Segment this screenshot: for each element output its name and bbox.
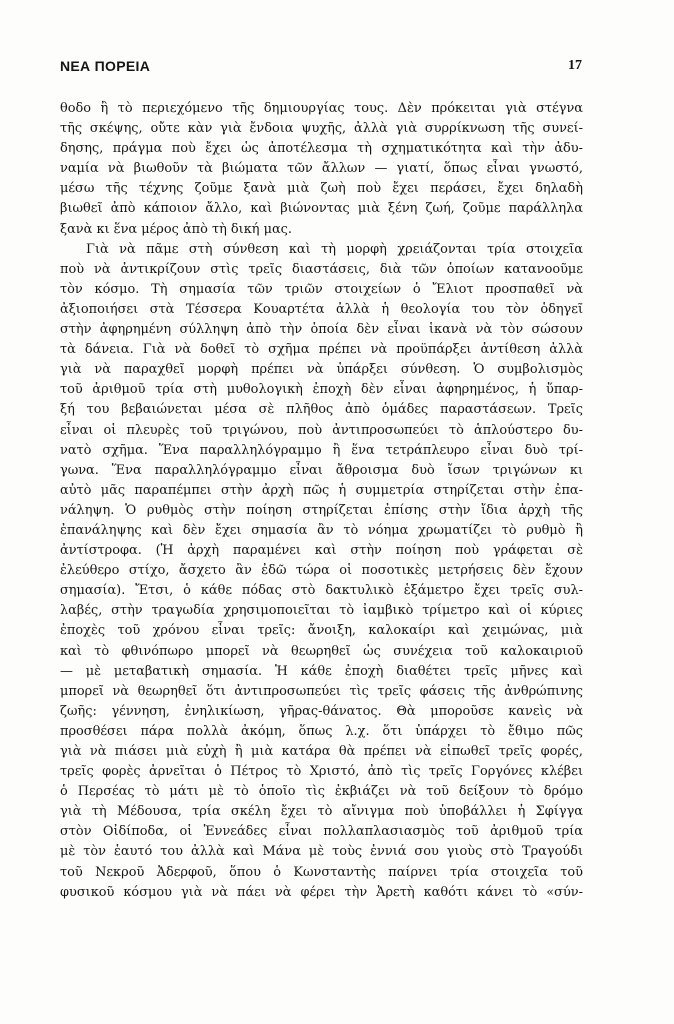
text-line: — μὲ μεταβατικὴ σημασία. Ἡ κάθε ἐποχὴ διαθέτει τρεῖς μῆνες καὶ [60, 663, 583, 679]
text-line: μέσω τῆς τέχνης ζοῦμε ξανὰ μιὰ ζωὴ ποὺ ἔχει περάσει, ἔχει δηλαδὴ [60, 181, 583, 197]
text-line: προσθέσει πάρα πολλὰ ἀκόμη, ὅπως λ.χ. ὅτι ὑπάρχει τὸ ἔθιμο πῶς [60, 723, 583, 739]
text-line: τὰ δάνεια. Γιὰ νὰ δοθεῖ τὸ σχῆμα πρέπει νὰ προϋπάρξει ἀντίθεση ἀλλὰ [60, 342, 583, 358]
text-line: σημασία). Ἔτσι, ὁ κάθε πόδας στὸ δακτυλικὸ ἑξάμετρο ἔχει τρεῖς συλ- [60, 583, 583, 599]
text-line: Γιὰ νὰ πᾶμε στὴ σύνθεση καὶ τὴ μορφὴ χρειάζονται τρία στοιχεῖα [86, 241, 583, 257]
text-line: ὁ Περσέας τὸ μάτι μὲ τὸ ὁποῖο τὶς ἐκβιάζει νὰ τοῦ δείξουν τὸ δρόμο [60, 784, 583, 800]
text-line: ζωῆς: γέννηση, ἐνηλικίωση, γῆρας-θάνατος. Θὰ μποροῦσε κανεὶς νὰ [60, 703, 583, 719]
text-line: στὴν ἀφηρημένη σύλληψη ἀπὸ τὴν ὁποία δὲν εἶναι ἱκανὰ νὰ τὸν σώσουν [60, 322, 583, 338]
text-line: ἀντίστροφα. (Ἡ ἀρχὴ παραμένει καὶ στὴν ποίηση ποὺ γράφεται σὲ [60, 543, 583, 559]
text-line: γιὰ τὴ Μέδουσα, τρία σκέλη ἔχει τὸ αἴνιγμα ποὺ ὑποβάλλει ἡ Σφίγγα [60, 804, 583, 820]
text-line: στὸν Οἰδίποδα, οἱ Ἐννεάδες εἶναι πολλαπλασιασμὸς τοῦ ἀριθμοῦ τρία [60, 824, 583, 840]
text-line: τῆς σκέψης, οὔτε κὰν γιὰ ἔνδοια ψυχῆς, ἀλλὰ γιὰ συρρίκνωση τῆς συνεί- [60, 121, 583, 137]
text-line: ποὺ νὰ ἀντικρίζουν στὶς τρεῖς διαστάσεις, διὰ τῶν ὁποίων κατανοοῦμε [60, 261, 583, 277]
body-text [60, 99, 583, 903]
text-line: γιὰ νὰ πιάσει μιὰ εὐχὴ ἢ μιὰ κατάρα θὰ πρέπει νὰ εἰπωθεῖ τρεῖς φορές, [60, 744, 583, 759]
text-line: μὲ τὸν ἑαυτό του ἀλλὰ καὶ Μάνα μὲ τοὺς ἐννιά σου γιοὺς στὸ Τραγούδι [60, 844, 583, 860]
text-line: ἐπανάληψης καὶ δὲν ἔχει σημασία ἂν τὸ νόημα χρωματίζει τὸ ρυθμὸ ἢ [60, 522, 583, 538]
text-line: νατὸ σχῆμα. Ἕνα παραλληλόγραμμο ἢ ἕνα τετράπλευρο εἶναι δυὸ τρί- [60, 442, 583, 458]
text-line: τοῦ ἀριθμοῦ τρία στὴ μυθολογικὴ ἐποχὴ δὲν εἶναι ἀφηρημένος, ἡ ὕπαρ- [60, 382, 583, 398]
text-line: ναμία νὰ βιωθοῦν τὰ βιώματα τῶν ἄλλων — γιατί, ὅπως εἶναι γνωστό, [60, 161, 583, 177]
text-line: βιωθεῖ ἀπὸ κάποιον ἄλλο, καὶ βιώνοντας μιὰ ξένη ζωή, ζοῦμε παράλληλα [60, 201, 583, 217]
text-line: καὶ τὸ φθινόπωρο μπορεῖ νὰ θεωρηθεῖ ὡς συνέχεια τοῦ καλοκαιριοῦ [60, 643, 583, 659]
text-line: ἀξιοποιήσει στὰ Τέσσερα Κουαρτέτα ἀλλὰ ἡ θεολογία του τὸν ὁδηγεῖ [60, 301, 583, 317]
page-header [60, 58, 582, 80]
text-line: γιὰ νὰ παραχθεῖ μορφὴ πρέπει νὰ ὑπάρξει σύνθεση. Ὁ συμβολισμὸς [60, 362, 583, 378]
text-line: ξανὰ κι ἕνα μέρος ἀπὸ τὴ δική μας. [60, 221, 292, 237]
page-number: 17 [568, 58, 582, 73]
text-line: τοῦ Νεκροῦ Ἀδερφοῦ, ὅπου ὁ Κωνσταντὴς παίρνει τρία στοιχεῖα τοῦ [60, 864, 583, 880]
text-line: φυσικοῦ κόσμου γιὰ νὰ πάει νὰ φέρει τὴν Ἀρετὴ καθότι κάνει τὸ «σύν- [60, 884, 583, 900]
text-line: μπορεῖ νὰ θεωρηθεῖ ὅτι ἀντιπροσωπεύει τὶς τρεῖς φάσεις τῆς ἀνθρώπινης [60, 683, 583, 699]
text-line: ἐλεύθερο στίχο, ἄσχετο ἂν ἐδῶ τώρα οἱ ποσοτικὲς μετρήσεις δὲν ἔχουν [60, 563, 583, 579]
text-line: ξή του βεβαιώνεται μέσα σὲ πλῆθος ἀπὸ ὁμάδες παραστάσεων. Τρεῖς [60, 402, 583, 418]
text-line: λαβές, στὴν τραγωδία χρησιμοποιεῖται τὸ ἰαμβικὸ τρίμετρο καὶ οἱ κύριες [60, 603, 583, 619]
text-line: τὸν κόσμο. Τὴ σημασία τῶν τριῶν στοιχείων ὁ Ἔλιοτ προσπαθεῖ νὰ [60, 281, 583, 297]
text-line: θοδο ἢ τὸ περιεχόμενο τῆς δημιουργίας τους. Δὲν πρόκειται γιὰ στέγνα [60, 101, 583, 116]
text-line: ἐποχὲς τοῦ χρόνου εἶναι τρεῖς: ἄνοιξη, καλοκαίρι καὶ χειμώνας, μιὰ [60, 623, 583, 639]
text-line: γωνα. Ἕνα παραλληλόγραμμο εἶναι ἄθροισμα δυὸ ἴσων τριγώνων κι [60, 462, 583, 478]
text-line: νάληψη. Ὁ ρυθμὸς στὴν ποίηση στηρίζεται ἐπίσης στὴν ἴδια ἀρχὴ τῆς [60, 502, 583, 518]
text-line: αὐτὸ μᾶς παραπέμπει στὴν ἀρχὴ πῶς ἡ συμμετρία στηρίζεται στὴν ἐπα- [60, 482, 583, 498]
text-line: δησης, πράγμα ποὺ ἔχει ὡς ἀποτέλεσμα τὴ σχηματικότητα καὶ τὴν ἀδυ- [60, 141, 583, 157]
text-line: τρεῖς φορὲς ἀρνεῖται ὁ Πέτρος τὸ Χριστό, ἀπὸ τὶς τρεῖς Γοργόνες κλέβει [60, 764, 583, 780]
text-line: εἶναι οἱ πλευρὲς τοῦ τριγώνου, ποὺ ἀντιπροσωπεύει τὸ ἁπλούστερο δυ- [60, 422, 583, 438]
running-head: ΝΕΑ ΠΟΡΕΙΑ [60, 58, 151, 74]
